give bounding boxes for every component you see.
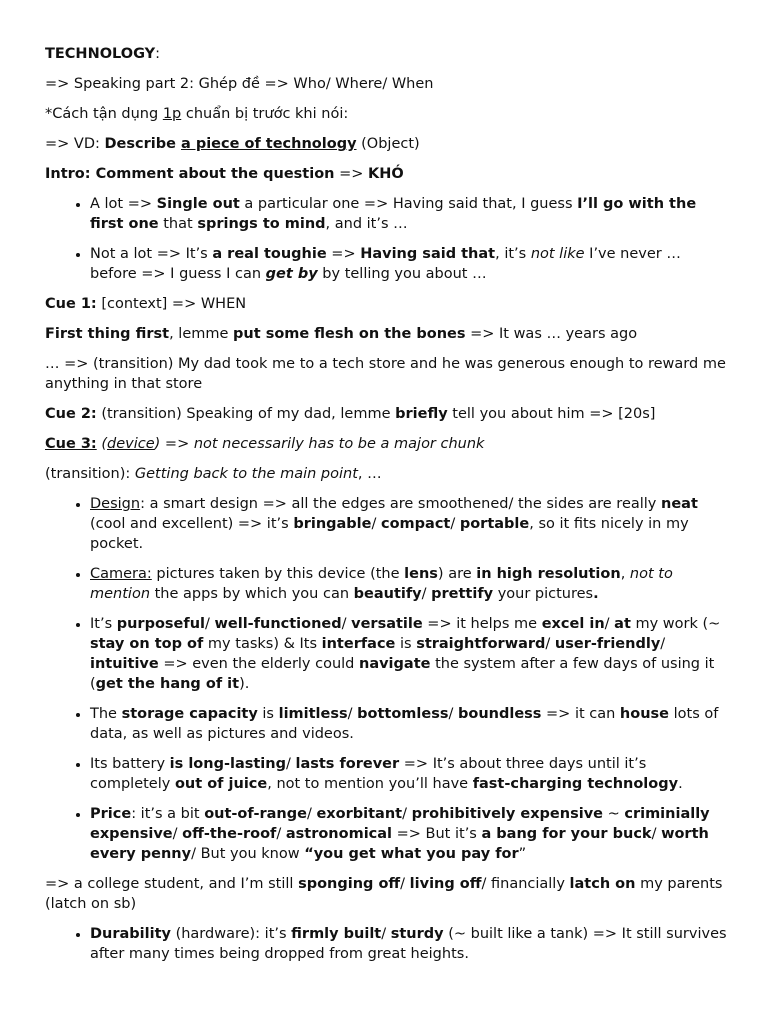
cue1-line: Cue 1: [context] => WHEN — [45, 296, 247, 312]
durability-list — [45, 924, 728, 964]
cue3-line: Cue 3: (device) => not necessarily has to be a major chunk — [45, 436, 485, 452]
doc-title: TECHNOLOGY — [45, 46, 156, 62]
list-item-purpose: • It’s purposeful/ well-functioned/ versatile => it helps me excel in/ at my work (~ stay on top of my tasks) & Its interface is straightforward/ user-friendly/ intuitive => even the elderly could navigate the system after a few days of using it (get the hang of it). — [90, 614, 728, 694]
prep-tip-line: *Cách tận dụng 1p chuẩn bị trước khi nói: — [45, 106, 349, 122]
list-item: • Not a lot => It’s a real toughie => Having said that, it’s not like I’ve never … before => I guess I can get by by telling you about … — [90, 244, 728, 284]
transition-line: … => (transition) My dad took me to a tech store and he was generous enough to reward me anything in that store — [45, 356, 726, 392]
example-line: => VD: Describe a piece of technology (Object) — [45, 136, 420, 152]
first-thing-line: First thing first, lemme put some flesh on the bones => It was … years ago — [45, 326, 638, 342]
list-item-camera: • Camera: pictures taken by this device (the lens) are in high resolution, not to mention the apps by which you can beautify/ prettify your pictures. — [90, 564, 728, 604]
doc-title-line: TECHNOLOGY: — [45, 46, 161, 62]
list-item-price: • Price: it’s a bit out-of-range/ exorbitant/ prohibitively expensive ~ criminially expensive/ off-the-roof/ astronomical => But it’s a bang for your buck/ worth every penny/ But you know “you get what you pay for” — [90, 804, 728, 864]
transition-main-point-line: (transition): Getting back to the main point, … — [45, 466, 382, 482]
intro-list — [45, 194, 728, 284]
features-list — [45, 494, 728, 864]
cue2-line: Cue 2: (transition) Speaking of my dad, lemme briefly tell you about him => [20s] — [45, 406, 656, 422]
list-item-durability: • Durability (hardware): it’s firmly built/ sturdy (~ built like a tank) => It still survives after many times being dropped from great heights. — [90, 924, 728, 964]
college-student-line: => a college student, and I’m still sponging off/ living off/ financially latch on my parents (latch on sb) — [45, 876, 723, 912]
list-item-design: • Design: a smart design => all the edges are smoothened/ the sides are really neat (cool and excellent) => it’s bringable/ compact/ portable, so it fits nicely in my pocket. — [90, 494, 728, 554]
list-item-storage: • The storage capacity is limitless/ bottomless/ boundless => it can house lots of data, as well as pictures and videos. — [90, 704, 728, 744]
intro-heading: Intro: Comment about the question => KHÓ — [45, 166, 404, 182]
speaking-part-line: => Speaking part 2: Ghép đề => Who/ Where/ When — [45, 76, 434, 92]
list-item-battery: • Its battery is long-lasting/ lasts forever => It’s about three days until it’s completely out of juice, not to mention you’ll have fast-charging technology. — [90, 754, 728, 794]
list-item: • A lot => Single out a particular one => Having said that, I guess I’ll go with the first one that springs to mind, and it’s … — [90, 194, 728, 234]
